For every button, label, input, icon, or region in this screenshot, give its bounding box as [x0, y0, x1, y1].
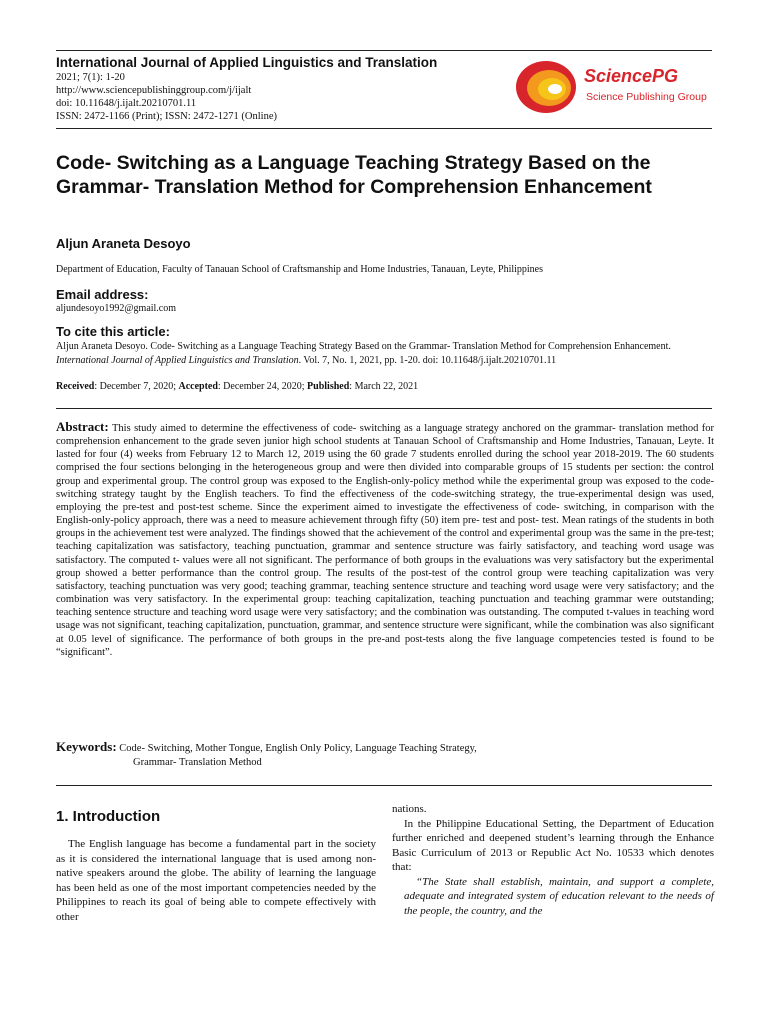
keywords-heading: Keywords: — [56, 739, 117, 754]
sciencepg-logo-icon — [513, 58, 579, 116]
accepted-date: : December 24, 2020; — [217, 381, 308, 392]
abstract-text: This study aimed to determine the effectiveness of code- switching as a language strategy anchored on the grammar- translation method for comprehension enhancement to the grade seven junior high school students at Tanauan School of Craftsmanship and Home Industries, Tanauan, Leyte. It lasted for four (4) weeks from February 12 to March 12, 2019 using the 60 grade 7 students enrolled during the school year 2018-2019. The 60 students comprised the four sections belonging in the heterogeneous group and were then divided into comparable groups of 15 students per section: the control group and experimental group. The control group was exposed to the English-only-policy method while the experimental group was exposed to the code- switching strategy taught by the English teachers. To find the effectiveness of the code-switching strategy, the true-experimental design was used, employing the pre-test and post-test scheme. Since the experiment aimed to investigate the effectiveness of code- switching, in comparison with the English-only-policy approach, there was a need to measure achievement through fifty (50) item pre- test and post- test. Mean ratings of the students in both groups in the achievement test were analyzed. The findings showed that the achievement of the control and experimental group was the same in the pre-test; teaching capitalization was satisfactory, teaching punctuation, grammar and sentence structure was fairly satisfactory, and teaching word usage was satisfactory. The computed t- values were all not significant. The performance of both groups in the evaluations was very satisfactory but the experimental group showed a better performance than the control group. The results of the post-test of the control group were teaching capitalization was very satisfactory, teaching punctuation was very good; teaching grammar, teaching sentence structure and teaching word usage were very satisfactory; and the combination was very satisfactory. In the experimental group: teaching capitalization, teaching punctuation and teaching grammar were outstanding; teaching sentence structure and teaching word usage were very satisfactory; and the combination was outstanding. The computed t-values in teaching word usage was not significant, teaching capitalization, punctuation, grammar, and sentence structure were significant, while the combination was also significant at 0.05 level of significance. The performance of both groups in the pre-and post-tests along the five language competencies tested is found to be “significant”. — [56, 423, 715, 658]
section-heading-introduction: 1. Introduction — [56, 808, 161, 825]
intro-quote: “The State shall establish, maintain, and support a complete, adequate and integrated system of education relevant to the needs of the people, the country, and the — [404, 875, 714, 917]
intro-paragraph-2: In the Philippine Educational Setting, the Department of Education further enriched and deepened student’s learning through the Enhance Basic Curriculum of 2013 or Republic Act No. 10533 which denotes that: — [392, 817, 714, 873]
logo-subtitle: Science Publishing Group — [586, 91, 707, 103]
abstract-top-rule — [56, 408, 712, 409]
paper-title: Code- Switching as a Language Teaching Strategy Based on the Grammar- Translation Method for Comprehension Enhancement — [56, 152, 652, 198]
cite-heading: To cite this article: — [56, 324, 170, 339]
citation-text: Aljun Araneta Desoyo. Code- Switching as a Language Teaching Strategy Based on the Grammar- Translation Method for Comprehension Enhancement. — [56, 341, 671, 352]
intro-paragraph-continuation: nations. — [392, 803, 427, 815]
abstract-heading: Abstract: — [56, 419, 109, 434]
abstract — [56, 420, 714, 659]
author-email[interactable]: aljundesoyo1992@gmail.com — [56, 303, 177, 314]
author-affiliation: Department of Education, Faculty of Tanauan School of Craftsmanship and Home Industries, Tanauan, Leyte, Philippines — [56, 264, 544, 275]
article-dates — [56, 381, 418, 392]
abstract-bottom-rule — [56, 785, 712, 786]
published-label: Published — [307, 381, 350, 392]
author-name: Aljun Araneta Desoyo — [56, 236, 191, 251]
received-date: : December 7, 2020; — [94, 381, 179, 392]
intro-paragraph-1: The English language has become a fundamental part in the society as it is considered the international language that is used among non-native speakers around the globe. The ability of learning the language has been held as one of the most important competencies needed by the Philippines to reach its goal of being able to compete effectively with other — [56, 838, 376, 923]
email-heading: Email address: — [56, 287, 149, 302]
journal-doi: doi: 10.11648/j.ijalt.20210701.11 — [56, 98, 197, 109]
keywords — [56, 740, 714, 770]
keywords-line-2: Grammar- Translation Method — [133, 757, 262, 768]
citation-details: . Vol. 7, No. 1, 2021, pp. 1-20. doi: 10.11648/j.ijalt.20210701.11 — [298, 355, 557, 366]
citation-journal: International Journal of Applied Linguistics and Translation — [56, 355, 299, 366]
logo-name: SciencePG — [584, 66, 679, 86]
journal-meta — [56, 71, 277, 123]
journal-issn: ISSN: 2472-1166 (Print); ISSN: 2472-1271 (Online) — [56, 111, 277, 122]
journal-title: International Journal of Applied Linguistics and Translation — [56, 55, 438, 70]
received-label: Received — [56, 381, 95, 392]
published-date: : March 22, 2021 — [349, 381, 419, 392]
sciencepg-logo — [513, 58, 713, 116]
left-column — [56, 837, 376, 924]
journal-url[interactable]: http://www.sciencepublishinggroup.com/j/ijalt — [56, 85, 252, 96]
right-column — [392, 802, 714, 918]
accepted-label: Accepted — [178, 381, 218, 392]
header-rule — [56, 128, 712, 129]
citation — [56, 340, 712, 368]
top-rule — [56, 50, 712, 51]
volume-info: 2021; 7(1): 1-20 — [56, 72, 125, 83]
keywords-line-1: Code- Switching, Mother Tongue, English Only Policy, Language Teaching Strategy, — [119, 743, 477, 754]
